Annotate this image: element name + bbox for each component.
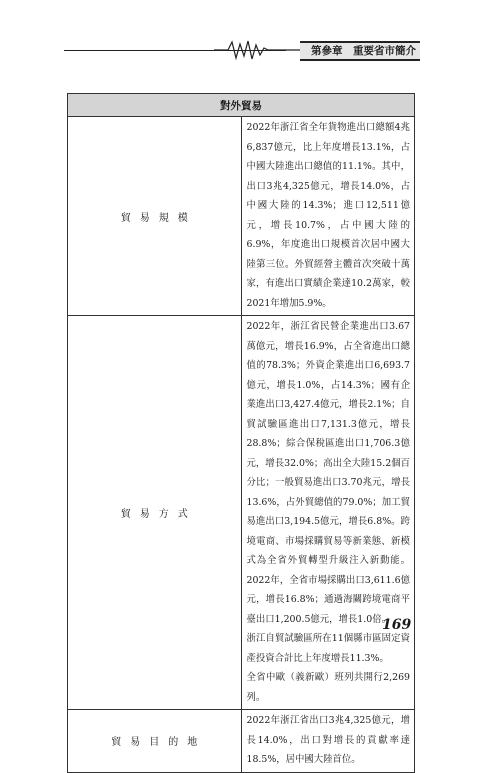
row-content <box>241 710 415 773</box>
table-row-trade-mode <box>68 316 415 710</box>
paragraph: 2022年浙江省全年貨物進出口總額4兆6,837億元，比上年度增長13.1%，占中國大陸進出口總值的11.1%。其中，出口3兆4,325億元，增長14.0%，占中國大陸的14.3%；進口12,511億元，增長10.7%，占中國大陸的6.9%，年度進出口規模首次居中國大陸第三位。外貿經營主體首次突破十萬家，有進出口實績企業達10.2萬家，較2021年增加5.9%。 <box>246 122 410 309</box>
foreign-trade-table <box>67 93 415 773</box>
table-title: 對外貿易 <box>68 94 415 117</box>
row-content <box>241 316 415 710</box>
page-number: 169 <box>382 617 412 633</box>
row-label: 貿易規模 <box>68 117 242 316</box>
paragraph: 2022年浙江省出口3兆4,325億元，增長14.0%，出口對增長的貢獻率達18.5%，居中國大陸首位。 <box>246 715 410 765</box>
row-label: 貿易方式 <box>68 316 242 710</box>
paragraph: 2022年，浙江省民營企業進出口3.67萬億元，增長16.9%，占全省進出口總值的78.3%；外資企業進出口6,693.7億元，增長1.0%，占14.3%；國有企業進出口3,427.4億元，增長2.1%；自貿試驗區進出口7,131.3億元，增長28.8%；綜合保稅區進出口1,706.3億元，增長32.0%；高出全大陸15.2個百分比；一般貿易進出口3.70兆元，增長13.6%，占外貿總值的79.0%；加工貿易進出口3,194.5億元，增長6.8%。跨境電商、市場採購貿易等新業態、新模式為全省外貿轉型升級注入新動能。2022年，全省市場採購出口3,611.6億元，增長16.8%；通過海關跨境電商平臺出口1,200.5億元，增長1.0倍。 <box>246 321 410 625</box>
row-content <box>241 117 415 316</box>
pulse-wave-icon <box>214 39 304 61</box>
table-row-trade-scale <box>68 117 415 316</box>
table-row-trade-destination <box>68 710 415 773</box>
row-label: 貿易目的地 <box>68 710 242 773</box>
paragraph: 浙江自貿試驗區所在11個縣市區固定資產投資合計比上年度增長11.3%。 <box>246 633 410 664</box>
paragraph: 全省中歐（義新歐）班列共開行2,269列。 <box>246 672 410 703</box>
chapter-title: 第參章 重要省市簡介 <box>300 41 420 61</box>
